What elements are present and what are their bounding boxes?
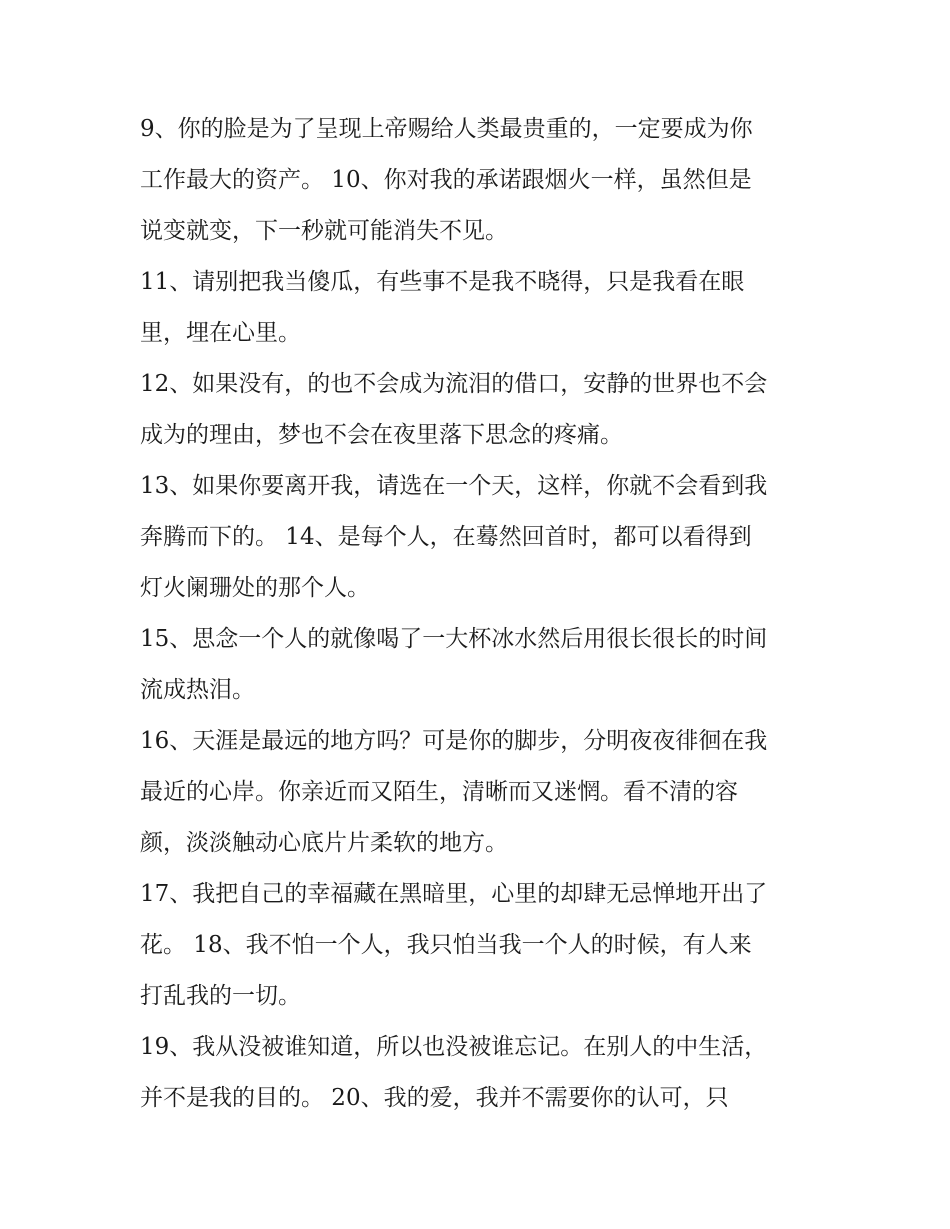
text-line: 16、天涯是最远的地方吗？可是你的脚步，分明夜夜徘徊在我 [140, 728, 768, 754]
document-body [140, 104, 820, 1124]
text-line: 花。 18、我不怕一个人，我只怕当我一个人的时候，有人来 [140, 932, 752, 958]
text-line: 说变就变，下一秒就可能消失不见。 [140, 218, 508, 244]
text-line: 19、我从没被谁知道，所以也没被谁忘记。在别人的中生活， [140, 1034, 768, 1060]
text-line: 并不是我的目的。 20、我的爱，我并不需要你的认可，只 [140, 1085, 729, 1111]
text-line: 17、我把自己的幸福藏在黑暗里，心里的却肆无忌惮地开出了 [140, 881, 768, 907]
text-line: 9、你的脸是为了呈现上帝赐给人类最贵重的，一定要成为你 [140, 116, 753, 142]
text-line: 最近的心岸。你亲近而又陌生，清晰而又迷惘。看不清的容 [140, 779, 738, 805]
text-line: 11、请别把我当傻瓜，有些事不是我不晓得，只是我看在眼 [140, 269, 745, 295]
text-line: 12、如果没有，的也不会成为流泪的借口，安静的世界也不会 [140, 371, 768, 397]
text-line: 15、思念一个人的就像喝了一大杯冰水然后用很长很长的时间 [140, 626, 768, 652]
text-line: 流成热泪。 [140, 677, 255, 703]
text-line: 打乱我的一切。 [140, 983, 301, 1009]
text-line: 工作最大的资产。 10、你对我的承诺跟烟火一样，虽然但是 [140, 167, 752, 193]
text-line: 13、如果你要离开我，请选在一个天，这样，你就不会看到我 [140, 473, 768, 499]
text-line: 灯火阑珊处的那个人。 [140, 575, 370, 601]
text-line: 里，埋在心里。 [140, 320, 301, 346]
text-line: 成为的理由，梦也不会在夜里落下思念的疼痛。 [140, 422, 623, 448]
text-line: 颜，淡淡触动心底片片柔软的地方。 [140, 830, 508, 856]
text-line: 奔腾而下的。 14、是每个人，在蓦然回首时，都可以看得到 [140, 524, 752, 550]
